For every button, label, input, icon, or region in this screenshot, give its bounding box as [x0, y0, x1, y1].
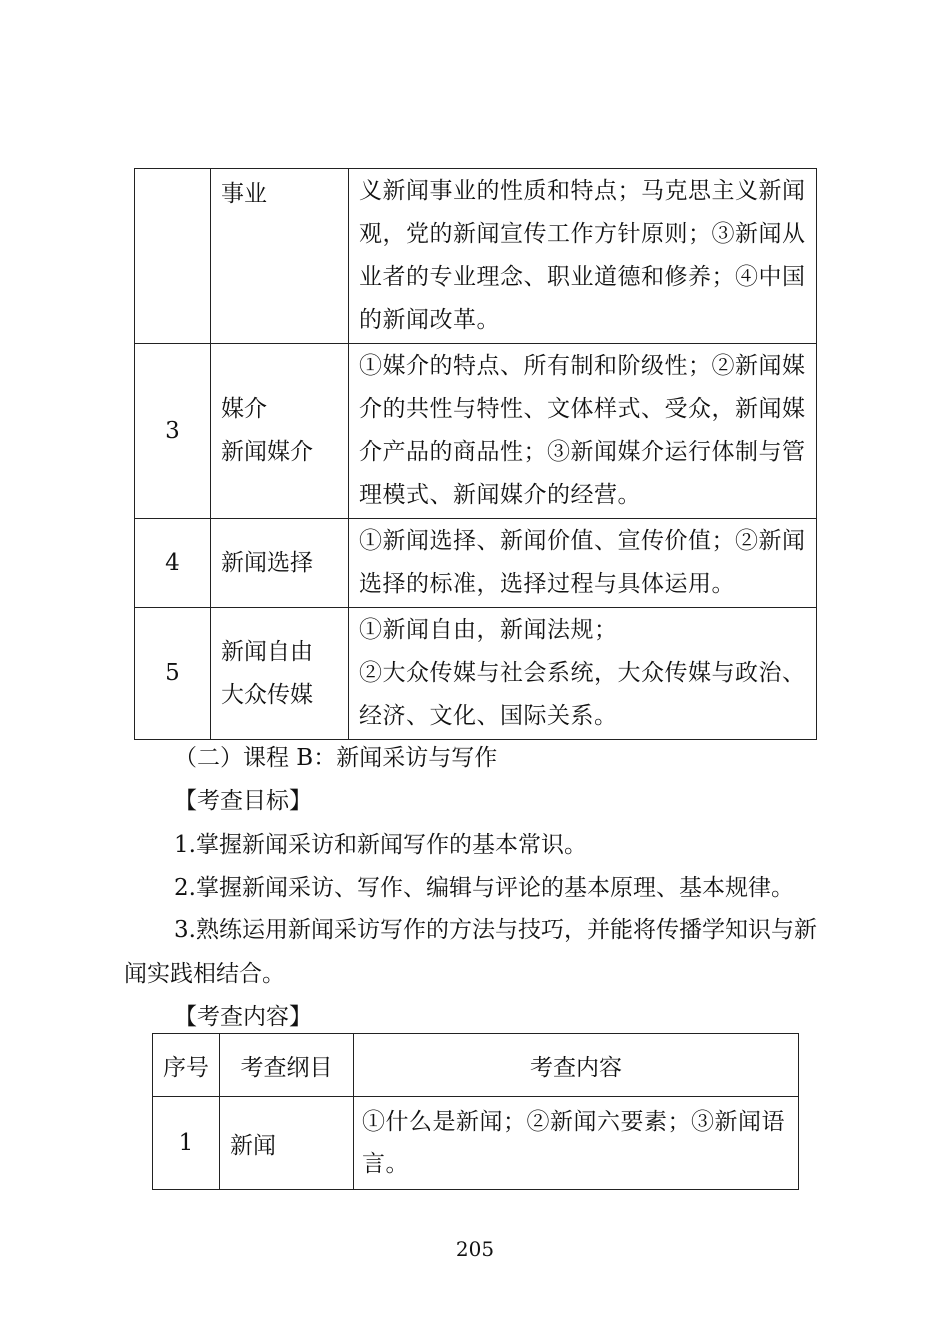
row-topic-cell: 新闻选择 — [211, 519, 349, 608]
content-label: 【考查内容】 — [174, 1004, 312, 1030]
row-content-cell: ①新闻自由，新闻法规； ②大众传媒与社会系统，大众传媒与政治、经济、文化、国际关系。 — [349, 608, 817, 740]
row-number-cell — [135, 169, 211, 344]
header-topic: 考查纲目 — [220, 1034, 354, 1097]
page-number: 205 — [455, 1237, 495, 1261]
table-row — [135, 608, 817, 740]
table-row — [135, 519, 817, 608]
row-content-cell: 义新闻事业的性质和特点；马克思主义新闻观，党的新闻宣传工作方针原则；③新闻从业者的专业理念、职业道德和修养；④中国的新闻改革。 — [349, 169, 817, 344]
table-row — [135, 344, 817, 519]
goal-item: 2.掌握新闻采访、写作、编辑与评论的基本原理、基本规律。 — [174, 875, 794, 901]
row-content-cell: ①新闻选择、新闻价值、宣传价值；②新闻选择的标准，选择过程与具体运用。 — [349, 519, 817, 608]
exam-content-table-continued — [134, 168, 817, 740]
header-number: 序号 — [153, 1034, 220, 1097]
row-topic-cell: 新闻自由 大众传媒 — [211, 608, 349, 740]
row-number-cell: 5 — [135, 608, 211, 740]
table-header-row — [153, 1034, 799, 1097]
goal-item: 3.熟练运用新闻采访写作的方法与技巧，并能将传播学知识与新闻实践相结合。 — [124, 917, 817, 987]
header-content: 考查内容 — [354, 1034, 799, 1097]
row-topic-cell: 媒介 新闻媒介 — [211, 344, 349, 519]
row-number-cell: 1 — [153, 1097, 220, 1190]
row-content-cell: ①什么是新闻；②新闻六要素；③新闻语言。 — [354, 1097, 799, 1190]
table-row — [135, 169, 817, 344]
goal-item: 1.掌握新闻采访和新闻写作的基本常识。 — [174, 832, 587, 858]
exam-content-table — [152, 1033, 799, 1190]
table-row — [153, 1097, 799, 1190]
row-topic-cell: 新闻 — [220, 1097, 354, 1190]
row-content-cell: ①媒介的特点、所有制和阶级性；②新闻媒介的共性与特性、文体样式、受众，新闻媒介产品的商品性；③新闻媒介运行体制与管理模式、新闻媒介的经营。 — [349, 344, 817, 519]
row-number-cell: 4 — [135, 519, 211, 608]
row-number-cell: 3 — [135, 344, 211, 519]
row-topic-cell: 事业 — [211, 169, 349, 344]
section-heading: （二）课程 B：新闻采访与写作 — [174, 745, 498, 771]
goals-label: 【考查目标】 — [174, 788, 312, 814]
